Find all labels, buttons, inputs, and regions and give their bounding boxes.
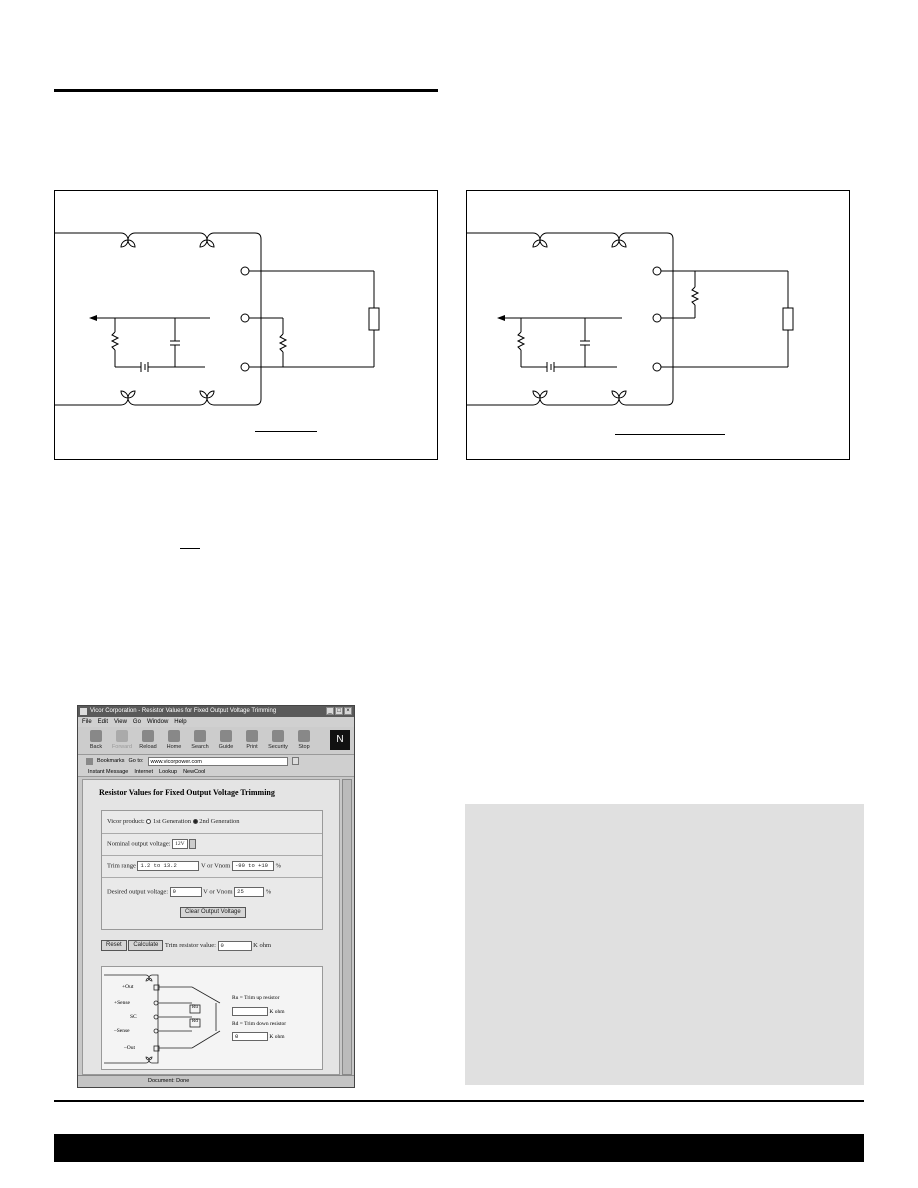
divider [102, 877, 322, 878]
top-rule [54, 89, 438, 92]
percent-label: % [265, 888, 272, 896]
trim-percent-field[interactable]: -90 to +10 [232, 861, 274, 871]
back-button[interactable]: Back [84, 729, 108, 752]
bookmarks-button[interactable]: Bookmarks [97, 758, 125, 764]
internal-resistor [112, 332, 118, 350]
arrow [89, 315, 97, 321]
radio-2nd-generation[interactable] [193, 819, 198, 824]
link-instant-message[interactable]: Instant Message [88, 769, 129, 775]
pin-minus-sense [154, 1029, 158, 1033]
page-title: Resistor Values for Fixed Output Voltage Trimming [99, 788, 275, 797]
calculate-row [101, 940, 271, 951]
trim-up-schematic [467, 191, 851, 461]
search-button[interactable]: Search [188, 729, 212, 752]
load-resistor [369, 308, 379, 330]
nominal-row [107, 839, 196, 849]
nominal-label: Nominal output voltage: [107, 840, 171, 848]
trim-resistor-label: Trim resistor value: [164, 941, 216, 949]
ru-description: Ru = Trim up resistor [232, 995, 280, 1001]
guide-icon [220, 730, 232, 742]
calculate-button[interactable]: Calculate [128, 940, 163, 951]
divider [102, 833, 322, 834]
search-icon [194, 730, 206, 742]
browser-logo: N [330, 730, 350, 750]
vertical-scrollbar[interactable] [342, 779, 352, 1075]
goto-label: Go to: [128, 758, 144, 764]
url-input[interactable]: www.vicorpower.com [148, 757, 288, 766]
menu-go[interactable]: Go [132, 719, 141, 725]
reset-button[interactable]: Reset [101, 940, 127, 951]
footer-bar [54, 1134, 864, 1162]
clear-output-voltage-button[interactable]: Clear Output Voltage [180, 907, 246, 918]
trim-range-row [107, 861, 281, 871]
desired-percent-field[interactable]: 25 [234, 887, 264, 897]
home-icon [168, 730, 180, 742]
menu-view[interactable]: View [114, 719, 127, 725]
bottom-rule [54, 1100, 864, 1102]
terminal-top [653, 267, 661, 275]
browser-screenshot [77, 705, 355, 1088]
trim-form [101, 810, 323, 930]
trim-range-label: Trim range [107, 862, 136, 870]
bookmark-icon [86, 758, 93, 765]
percent-label: % [275, 862, 282, 870]
converter-outline [467, 233, 673, 405]
product-row [107, 818, 240, 825]
security-button[interactable]: Security [266, 729, 290, 752]
desired-label: Desired output voltage: [107, 888, 169, 896]
desired-row [107, 887, 271, 897]
pin-label-plus-sense: +Sense [114, 1000, 130, 1006]
menu-bar [78, 717, 354, 727]
trim-schematic-panel [101, 966, 323, 1070]
clear-row [180, 907, 246, 918]
link-internet[interactable]: Internet [134, 769, 154, 775]
maximize-button[interactable]: □ [335, 707, 343, 715]
trim-down-resistor [280, 334, 286, 352]
ru-unit: K ohm [269, 1008, 285, 1015]
rd-description: Rd = Trim down resistor [232, 1021, 287, 1027]
link-newcool[interactable]: NewCool [183, 769, 206, 775]
terminal-top [241, 267, 249, 275]
product-label: Vicor product: [107, 818, 145, 825]
rd-label: Rd [192, 1019, 198, 1024]
guide-button[interactable]: Guide [214, 729, 238, 752]
home-button[interactable]: Home [162, 729, 186, 752]
load-resistor [783, 308, 793, 330]
pin-label-plus-out: +Out [122, 984, 134, 990]
pin-label-minus-sense: –Sense [114, 1028, 130, 1034]
rd-unit: K ohm [269, 1033, 285, 1040]
close-button[interactable]: × [344, 707, 352, 715]
print-button[interactable]: Print [240, 729, 264, 752]
desired-v-or-label: V or Vnom [203, 888, 233, 896]
stop-button[interactable]: Stop [292, 729, 316, 752]
internal-resistor [518, 332, 524, 350]
radio-1st-generation[interactable] [146, 819, 151, 824]
converter-outline [55, 233, 261, 405]
terminal-middle [653, 314, 661, 322]
window-titlebar [78, 706, 354, 717]
option-2-label: 2nd Generation [199, 818, 240, 825]
menu-file[interactable]: File [82, 719, 92, 725]
option-1-label: 1st Generation [152, 818, 192, 825]
nominal-voltage-select[interactable]: 12V [172, 839, 187, 849]
forward-button[interactable]: Forward [110, 729, 134, 752]
divider [102, 855, 322, 856]
status-bar [78, 1075, 354, 1087]
reload-icon [142, 730, 154, 742]
rd-row [232, 1032, 285, 1041]
trim-v-or-label: V or Vnom [200, 862, 231, 870]
terminal-bottom [653, 363, 661, 371]
pin-label-minus-out: –Out [124, 1045, 135, 1051]
url-dropdown-icon[interactable] [292, 757, 299, 765]
diagram-caption-line [615, 434, 725, 435]
menu-window[interactable]: Window [146, 719, 169, 725]
select-arrow-icon[interactable] [189, 839, 196, 849]
nav-toolbar [78, 727, 354, 755]
trim-range-field[interactable]: 1.2 to 13.2 [137, 861, 199, 871]
back-icon [90, 730, 102, 742]
sidebar-panel [465, 804, 864, 1085]
trim-down-diagram [54, 190, 438, 460]
rd-field[interactable]: 0 [232, 1032, 268, 1041]
trim-up-resistor [692, 287, 698, 305]
reload-button[interactable]: Reload [136, 729, 160, 752]
pin-sc [154, 1015, 158, 1019]
lock-icon [272, 730, 284, 742]
terminal-middle [241, 314, 249, 322]
window-controls [326, 707, 352, 715]
menu-help[interactable]: Help [174, 719, 187, 725]
forward-icon [116, 730, 128, 742]
stop-icon [298, 730, 310, 742]
pin-plus-sense [154, 1001, 158, 1005]
trim-schematic [102, 967, 222, 1071]
ru-label: Ru [192, 1005, 198, 1010]
link-lookup[interactable]: Lookup [159, 769, 178, 775]
arrow [497, 315, 505, 321]
trim-resistor-field[interactable]: 0 [218, 941, 252, 951]
diagram-caption-line [255, 431, 317, 432]
ru-row [232, 1007, 285, 1016]
location-bar [78, 755, 354, 767]
k-ohm-label: K ohm [253, 941, 272, 949]
print-icon [246, 730, 258, 742]
menu-edit[interactable]: Edit [97, 719, 109, 725]
trim-down-schematic [55, 191, 439, 461]
formula-bar [180, 548, 200, 549]
minimize-button[interactable]: _ [326, 707, 334, 715]
page-content [82, 779, 340, 1075]
pin-label-sc: SC [130, 1014, 137, 1020]
ru-field[interactable] [232, 1007, 268, 1016]
personal-toolbar [78, 767, 354, 777]
terminal-bottom [241, 363, 249, 371]
desired-voltage-field[interactable]: 9 [170, 887, 202, 897]
window-title: Vicor Corporation - Resistor Values for Fixed Output Voltage Trimming [90, 708, 277, 714]
window-icon [80, 708, 87, 715]
status-text: Document: Done [148, 1078, 190, 1084]
trim-up-diagram [466, 190, 850, 460]
